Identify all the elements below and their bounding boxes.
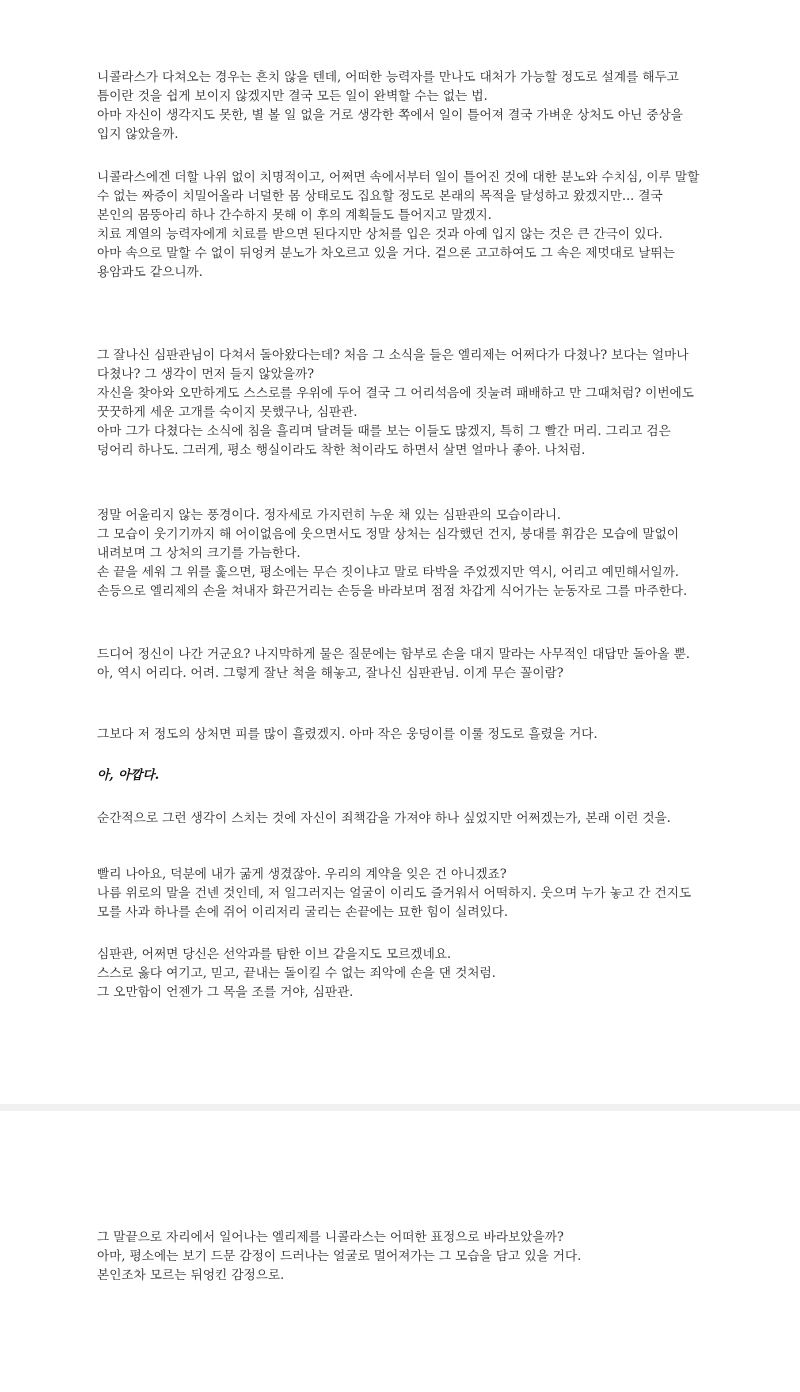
paragraph (97, 724, 703, 743)
text-line: 그 모습이 웃기기까지 해 어이없음에 웃으면서도 정말 상처는 심각했던 건지, 붕대를 휘감은 모습에 말없이 내려보며 그 상처의 크기를 가늠한다. (97, 526, 680, 560)
text-line: 아마 속으로 말할 수 없이 뒤엉켜 분노가 차오르고 있을 거다. 겉으론 고고하여도 그 속은 제멋대로 날뛰는 용암과도 같으니까. (97, 245, 675, 279)
text-line: 아마 그가 다쳤다는 소식에 침을 흘리며 달려들 때를 보는 이들도 많겠지, 특히 그 빨간 머리. 그리고 검은 덩어리 하나도. 그러게, 평소 행실이라도 착한 척이라도 하면서 살면 얼마나 좋아. 나처럼. (97, 423, 671, 457)
text-line: 니콜라스에겐 더할 나위 없이 치명적이고, 어쩌면 속에서부터 일이 틀어진 것에 대한 분노와 수치심, 이루 말할 수 없는 짜증이 치밀어올라 너덜한 몸 상태로도 집요할 정도로 본래의 목적을 달성하고 왔겠지만... 결국 본인의 몸뚱아리 하나 간수하지 못해 이 후의 계획들도 틀어지고 말겠지. (97, 169, 700, 222)
text-line: 아마 자신이 생각지도 못한, 별 볼 일 없을 거로 생각한 쪽에서 일이 틀어져 결국 가벼운 상처도 아닌 중상을 입지 않았을까. (97, 107, 684, 141)
text-line: 그 말끝으로 자리에서 일어나는 엘리제를 니콜라스는 어떠한 표정으로 바라보았을까? (97, 1229, 564, 1244)
paragraph (97, 944, 703, 1001)
document-page-2 (0, 1111, 800, 1392)
text-line: 나름 위로의 말을 건넨 것인데, 저 일그러지는 얼굴이 이리도 즐거워서 어떡하지. 웃으며 누가 놓고 간 건지도 모를 사과 하나를 손에 쥐어 이리저리 굴리는 손끝에는 묘한 힘이 실려있다. (97, 885, 692, 919)
page-separator (0, 1104, 800, 1111)
paragraph (97, 864, 703, 921)
text-line: 그 오만함이 언젠가 그 목을 조를 거야, 심판관. (97, 984, 354, 999)
emphasis-text: 아, 아깝다. (97, 767, 160, 782)
text-line: 그보다 저 정도의 상처면 피를 많이 흘렸겠지. 아마 작은 웅덩이를 이룰 정도로 흘렸을 거다. (97, 726, 598, 741)
text-line: 치료 계열의 능력자에게 치료를 받으면 된다지만 상처를 입은 것과 아예 입지 않는 것은 큰 간극이 있다. (97, 226, 663, 241)
text-line: 드디어 정신이 나간 거군요? 나지막하게 물은 질문에는 함부로 손을 대지 말라는 사무적인 대답만 돌아올 뿐. (97, 646, 690, 661)
text-line: 아, 역시 어리다. 어려. 그렇게 잘난 척을 해놓고, 잘나신 심판관님. 이게 무슨 꼴이람? (97, 665, 564, 680)
paragraph (97, 345, 703, 459)
text-line: 심판관, 어쩌면 당신은 선악과를 탐한 이브 같을지도 모르겠네요. (97, 946, 452, 961)
text-line: 정말 어울리지 않는 풍경이다. 정자세로 가지런히 누운 채 있는 심판관의 모습이라니. (97, 507, 561, 522)
paragraph (97, 644, 703, 682)
paragraph (97, 505, 703, 600)
paragraph (97, 167, 703, 281)
paragraph (97, 1227, 703, 1284)
text-line: 아마, 평소에는 보기 드문 감정이 드러나는 얼굴로 멀어져가는 그 모습을 담고 있을 거다. (97, 1248, 582, 1263)
text-line: 순간적으로 그런 생각이 스치는 것에 자신이 죄책감을 가져야 하나 싶었지만 어쩌겠는가, 본래 이런 것을. (97, 810, 671, 825)
text-line: 니콜라스가 다쳐오는 경우는 흔치 않을 텐데, 어떠한 능력자를 만나도 대처가 가능할 정도로 설계를 해두고 틈이란 것을 쉽게 보이지 않겠지만 결국 모든 일이 완벽할 수는 없는 법. (97, 69, 680, 103)
text-line: 본인조차 모르는 뒤엉킨 감정으로. (97, 1267, 285, 1282)
text-line: 그 잘나신 심판관님이 다쳐서 돌아왔다는데? 처음 그 소식을 들은 엘리제는 어쩌다가 다쳤나? 보다는 얼마나 다쳤나? 그 생각이 먼저 들지 않았을까? (97, 347, 689, 381)
text-line: 자신을 찾아와 오만하게도 스스로를 우위에 두어 결국 그 어리석음에 짓눌려 패배하고 만 그때처럼? 이번에도 꿋꿋하게 세운 고개를 숙이지 못했구나, 심판관. (97, 385, 694, 419)
text-line: 스스로 옳다 여기고, 믿고, 끝내는 돌이킬 수 없는 죄악에 손을 댄 것처럼. (97, 965, 496, 980)
emphasis-line (97, 765, 703, 784)
text-line: 손 끝을 세워 그 위를 훑으면, 평소에는 무슨 짓이냐고 말로 타박을 주었겠지만 역시, 어리고 예민해서일까. 손등으로 엘리제의 손을 쳐내자 화끈거리는 손등을 바라보며 점점 차갑게 식어가는 눈동자로 그를 마주한다. (97, 564, 688, 598)
paragraph (97, 808, 703, 827)
text-line: 빨리 나아요, 덕분에 내가 굶게 생겼잖아. 우리의 계약을 잊은 건 아니겠죠? (97, 866, 507, 881)
paragraph (97, 67, 703, 143)
